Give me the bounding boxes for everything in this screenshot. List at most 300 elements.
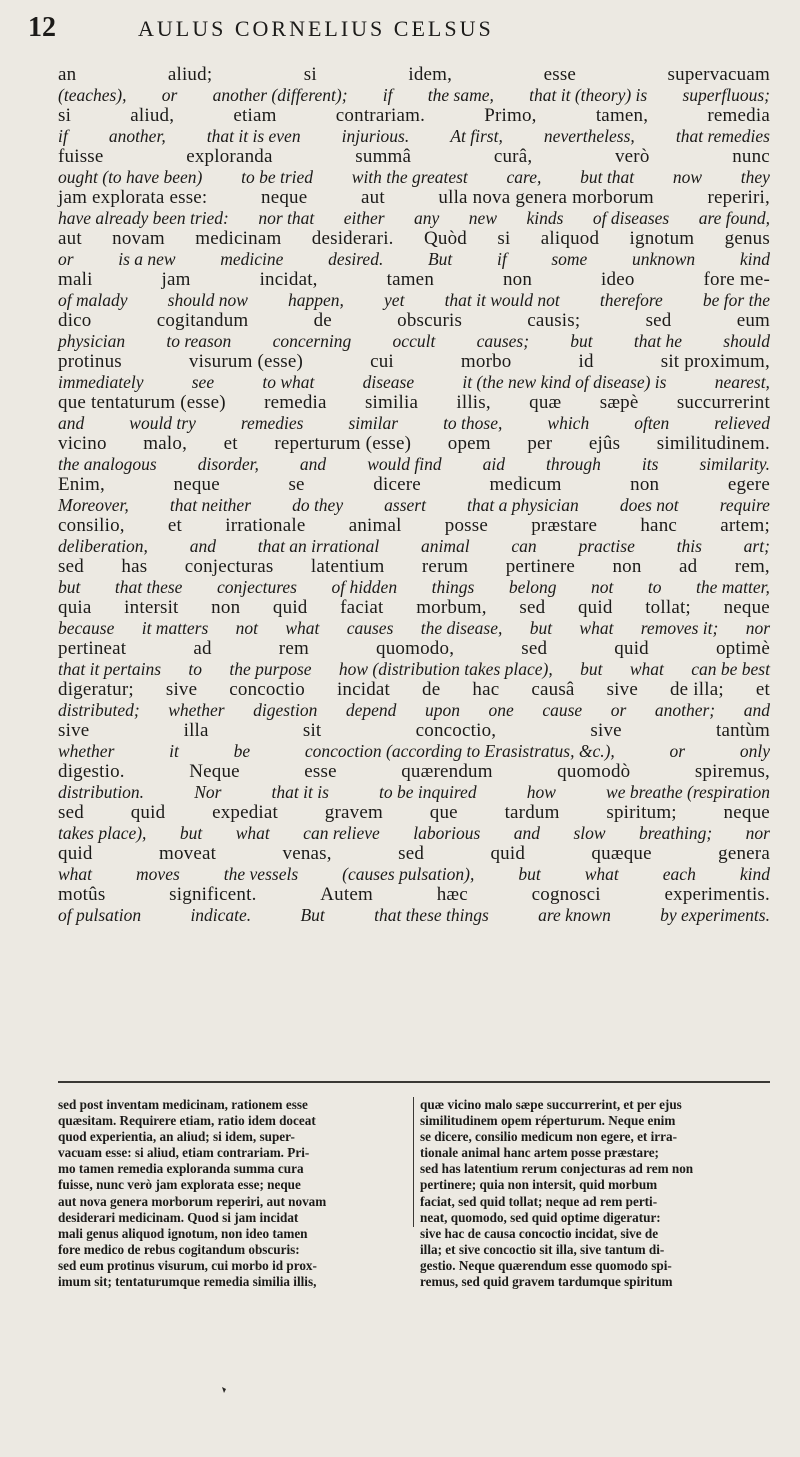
latin-word: quomodo, bbox=[376, 638, 455, 659]
latin-word: cui bbox=[370, 351, 394, 372]
latin-word: posse bbox=[444, 515, 489, 536]
latin-word: reperturum (esse) bbox=[274, 433, 412, 454]
latin-word: similitudinem. bbox=[656, 433, 770, 454]
english-word: to what bbox=[262, 372, 315, 392]
latin-word: sive bbox=[606, 679, 638, 700]
footnote-line: pertinere; quia non intersit, quid morbum bbox=[420, 1177, 658, 1193]
latin-line bbox=[58, 474, 770, 496]
latin-word: Enim, bbox=[58, 474, 105, 495]
latin-line bbox=[58, 146, 770, 168]
footnote-line: fuisse, nunc verò jam explorata esse; neque bbox=[58, 1177, 301, 1193]
latin-line bbox=[58, 64, 770, 86]
english-word: cause bbox=[542, 700, 583, 720]
english-word: see bbox=[191, 372, 215, 392]
english-word: that an irrational bbox=[257, 536, 380, 556]
english-word: upon bbox=[424, 700, 460, 720]
latin-word: si bbox=[497, 228, 511, 249]
interlinear-pair bbox=[58, 802, 770, 843]
page-number: 12 bbox=[28, 12, 56, 43]
latin-word: quomodò bbox=[557, 761, 631, 782]
latin-line bbox=[58, 597, 770, 619]
english-word: that these things bbox=[374, 905, 489, 925]
english-word: but bbox=[580, 659, 603, 679]
running-title: AULUS CORNELIUS CELSUS bbox=[138, 16, 494, 41]
latin-word: reperiri, bbox=[707, 187, 770, 208]
english-word: that remedies bbox=[675, 126, 770, 146]
english-word: another (different); bbox=[212, 85, 348, 105]
footnote-line: quod experientia, an aliud; si idem, super- bbox=[58, 1129, 295, 1145]
english-word: superfluous; bbox=[682, 85, 770, 105]
latin-word: pertineat bbox=[58, 638, 127, 659]
english-word: and bbox=[513, 823, 541, 843]
latin-word: id bbox=[578, 351, 594, 372]
latin-word: medicum bbox=[489, 474, 562, 495]
latin-line bbox=[58, 638, 770, 660]
english-word: should now bbox=[167, 290, 248, 310]
english-word: not bbox=[235, 618, 259, 638]
english-word: are found, bbox=[698, 208, 770, 228]
interlinear-pair bbox=[58, 64, 770, 105]
latin-word: succurrerint bbox=[676, 392, 770, 413]
latin-word: desiderari. bbox=[311, 228, 394, 249]
english-word: art; bbox=[743, 536, 770, 556]
english-word: can bbox=[511, 536, 537, 556]
latin-word: rerum bbox=[421, 556, 469, 577]
latin-word: spiritum; bbox=[606, 802, 677, 823]
english-word: desired. bbox=[328, 249, 384, 269]
latin-word: pertinere bbox=[505, 556, 576, 577]
latin-line bbox=[58, 433, 770, 455]
footnote-line: sed has latentium rerum conjecturas ad rem non bbox=[420, 1161, 694, 1177]
english-word: the purpose bbox=[229, 659, 312, 679]
latin-word: ulla nova genera morborum bbox=[438, 187, 654, 208]
english-line bbox=[58, 864, 770, 885]
footnote-left-column bbox=[58, 1097, 414, 1290]
english-word: to those, bbox=[443, 413, 503, 433]
latin-word: protinus bbox=[58, 351, 122, 372]
latin-word: dico bbox=[58, 310, 92, 331]
latin-word: significent. bbox=[169, 884, 257, 905]
english-word: that he bbox=[633, 331, 683, 351]
latin-word: de bbox=[422, 679, 441, 700]
english-word: kind bbox=[739, 249, 770, 269]
english-word: digestion bbox=[253, 700, 318, 720]
english-word: (teaches), bbox=[58, 85, 127, 105]
latin-word: sit bbox=[302, 720, 322, 741]
english-word: similar bbox=[348, 413, 399, 433]
english-word: causes; bbox=[476, 331, 530, 351]
english-word: the disease, bbox=[420, 618, 503, 638]
latin-word: sed bbox=[58, 802, 84, 823]
english-word: not bbox=[591, 577, 614, 597]
footnote-line: aut nova genera morborum reperiri, aut novam bbox=[58, 1193, 327, 1209]
latin-word: tollat; bbox=[645, 597, 691, 618]
english-word: what bbox=[285, 618, 320, 638]
latin-word: nunc bbox=[732, 146, 770, 167]
latin-word: et bbox=[755, 679, 770, 700]
latin-word: verò bbox=[614, 146, 650, 167]
english-word: are known bbox=[538, 905, 611, 925]
latin-word: quia bbox=[58, 597, 92, 618]
latin-word: incidat bbox=[336, 679, 391, 700]
english-word: what bbox=[235, 823, 270, 843]
english-word: aid bbox=[482, 454, 505, 474]
latin-word: gravem bbox=[324, 802, 383, 823]
latin-line bbox=[58, 556, 770, 578]
english-word: things bbox=[431, 577, 475, 597]
english-word: what bbox=[579, 618, 614, 638]
english-word: its bbox=[641, 454, 659, 474]
english-word: it matters bbox=[141, 618, 209, 638]
english-line bbox=[58, 208, 770, 229]
interlinear-pair bbox=[58, 105, 770, 146]
latin-word: experimentis. bbox=[664, 884, 770, 905]
latin-word: Primo, bbox=[484, 105, 537, 126]
latin-word: consilio, bbox=[58, 515, 125, 536]
english-word: or bbox=[58, 249, 74, 269]
english-word: the matter, bbox=[696, 577, 770, 597]
latin-word: jam explorata esse: bbox=[58, 187, 208, 208]
latin-word: optimè bbox=[715, 638, 770, 659]
latin-word: sive bbox=[58, 720, 90, 741]
english-word: what bbox=[58, 864, 93, 884]
latin-word: sed bbox=[398, 843, 425, 864]
latin-word: visurum (esse) bbox=[188, 351, 304, 372]
latin-word: ad bbox=[193, 638, 212, 659]
english-word: nor bbox=[745, 618, 770, 638]
latin-word: non bbox=[502, 269, 533, 290]
latin-word: rem bbox=[278, 638, 309, 659]
latin-word: sive bbox=[590, 720, 622, 741]
english-word: to reason bbox=[166, 331, 232, 351]
latin-word: et bbox=[223, 433, 238, 454]
english-word: some bbox=[551, 249, 588, 269]
english-line bbox=[58, 372, 770, 393]
footnote-line: mo tamen remedia exploranda summa cura bbox=[58, 1161, 304, 1177]
english-word: can be best bbox=[691, 659, 770, 679]
footnote-line: sed post inventam medicinam, rationem esse bbox=[58, 1097, 308, 1112]
english-word: of malady bbox=[58, 290, 128, 310]
latin-word: incidat, bbox=[259, 269, 318, 290]
english-word: distributed; bbox=[58, 700, 140, 720]
footnote-line: similitudinem opem réperturum. Neque enim bbox=[420, 1113, 676, 1129]
interlinear-pair bbox=[58, 187, 770, 228]
interlinear-pair bbox=[58, 597, 770, 638]
latin-word: opem bbox=[447, 433, 491, 454]
latin-word: similia bbox=[364, 392, 419, 413]
english-word: they bbox=[740, 167, 770, 187]
english-line bbox=[58, 454, 770, 475]
english-word: care, bbox=[506, 167, 542, 187]
english-word: by experiments. bbox=[660, 905, 770, 925]
latin-word: se bbox=[288, 474, 305, 495]
english-word: because bbox=[58, 618, 115, 638]
english-word: have already been tried: bbox=[58, 208, 229, 228]
latin-word: sive bbox=[165, 679, 198, 700]
english-word: now bbox=[672, 167, 703, 187]
english-word: kinds bbox=[526, 208, 564, 228]
latin-word: moveat bbox=[158, 843, 217, 864]
footnote-line: fore medico de rebus cogitandum obscuris: bbox=[58, 1241, 300, 1257]
english-word: depend bbox=[345, 700, 397, 720]
english-word: new bbox=[468, 208, 497, 228]
latin-line bbox=[58, 802, 770, 824]
english-word: medicine bbox=[220, 249, 284, 269]
english-line bbox=[58, 905, 770, 926]
english-word: slow bbox=[573, 823, 606, 843]
english-word: does not bbox=[619, 495, 679, 515]
english-word: nor bbox=[745, 823, 770, 843]
english-word: one bbox=[488, 700, 514, 720]
english-word: the same, bbox=[427, 85, 494, 105]
english-word: or bbox=[610, 700, 627, 720]
latin-word: mali bbox=[58, 269, 93, 290]
latin-line bbox=[58, 310, 770, 332]
footnote-divider bbox=[58, 1081, 770, 1083]
latin-word: ideo bbox=[601, 269, 635, 290]
latin-word: aut bbox=[58, 228, 82, 249]
latin-word: sed bbox=[58, 556, 84, 577]
footnote-line: sive hac de causa concoctio incidat, sive de bbox=[420, 1225, 659, 1241]
interlinear-pair bbox=[58, 310, 770, 351]
english-word: of hidden bbox=[331, 577, 398, 597]
latin-word: morbo bbox=[460, 351, 512, 372]
english-word: how bbox=[526, 782, 556, 802]
latin-word: conjecturas bbox=[184, 556, 274, 577]
english-word: to be inquired bbox=[379, 782, 477, 802]
latin-line bbox=[58, 679, 770, 701]
footnote-line: tionale animal hanc artem posse præstare; bbox=[420, 1145, 659, 1161]
english-word: to bbox=[188, 659, 203, 679]
interlinear-pair bbox=[58, 556, 770, 597]
interlinear-pair bbox=[58, 679, 770, 720]
english-word: assert bbox=[384, 495, 426, 515]
english-word: or bbox=[669, 741, 686, 761]
latin-word: morbum, bbox=[416, 597, 487, 618]
latin-line bbox=[58, 105, 770, 127]
english-word: but bbox=[518, 864, 541, 884]
latin-line bbox=[58, 187, 770, 209]
english-word: At first, bbox=[450, 126, 503, 146]
latin-word: Quòd bbox=[423, 228, 468, 249]
latin-word: remedia bbox=[264, 392, 327, 413]
latin-word: summâ bbox=[355, 146, 412, 167]
english-word: injurious. bbox=[341, 126, 410, 146]
interlinear-pair bbox=[58, 720, 770, 761]
interlinear-pair bbox=[58, 884, 770, 925]
latin-word: sed bbox=[645, 310, 672, 331]
english-word: of pulsation bbox=[58, 905, 142, 925]
latin-word: que tentaturum (esse) bbox=[58, 392, 226, 413]
latin-word: causâ bbox=[531, 679, 575, 700]
english-word: removes it; bbox=[640, 618, 719, 638]
latin-word: irrationale bbox=[225, 515, 306, 536]
english-word: Moreover, bbox=[58, 495, 129, 515]
latin-word: neque bbox=[173, 474, 220, 495]
latin-line bbox=[58, 843, 770, 865]
english-word: and bbox=[58, 413, 85, 433]
latin-word: hanc bbox=[640, 515, 678, 536]
latin-line bbox=[58, 392, 770, 414]
english-word: do they bbox=[292, 495, 344, 515]
english-word: moves bbox=[136, 864, 180, 884]
latin-word: exploranda bbox=[186, 146, 273, 167]
latin-word: supervacuam bbox=[667, 64, 770, 85]
english-word: relieved bbox=[714, 413, 770, 433]
footnote-line: neat, quomodo, sed quid optime digeratur: bbox=[420, 1209, 661, 1225]
english-word: but that bbox=[580, 167, 635, 187]
latin-word: tamen, bbox=[595, 105, 649, 126]
english-word: yet bbox=[384, 290, 405, 310]
english-word: takes place), bbox=[58, 823, 147, 843]
english-word: ought (to have been) bbox=[58, 167, 203, 187]
english-word: be for the bbox=[702, 290, 770, 310]
footnote-line: se dicere, consilio medicum non egere, et irra- bbox=[420, 1129, 677, 1145]
english-word: this bbox=[676, 536, 702, 556]
english-word: deliberation, bbox=[58, 536, 148, 556]
english-line bbox=[58, 331, 770, 352]
latin-word: quid bbox=[490, 843, 526, 864]
interlinear-pair bbox=[58, 761, 770, 802]
english-word: that these bbox=[114, 577, 183, 597]
english-word: causes bbox=[346, 618, 394, 638]
english-word: to bbox=[647, 577, 662, 597]
interlinear-pair bbox=[58, 433, 770, 474]
english-word: practise bbox=[578, 536, 635, 556]
footnote-line: illa; et sive concoctio sit illa, sive tantum di- bbox=[420, 1241, 665, 1257]
english-line bbox=[58, 85, 770, 106]
english-line bbox=[58, 126, 770, 147]
latin-word: aut bbox=[360, 187, 385, 208]
english-word: any bbox=[414, 208, 440, 228]
footnote-line: remus, sed quid gravem tardumque spiritum bbox=[420, 1274, 673, 1290]
latin-word: malo, bbox=[143, 433, 188, 454]
english-word: of diseases bbox=[592, 208, 670, 228]
latin-word: quæque bbox=[591, 843, 652, 864]
latin-word: animal bbox=[348, 515, 402, 536]
english-word: what bbox=[629, 659, 664, 679]
english-word: whether bbox=[58, 741, 115, 761]
english-word: we breathe (respiration bbox=[606, 782, 770, 802]
latin-word: quærendum bbox=[401, 761, 493, 782]
latin-word: artem; bbox=[720, 515, 770, 536]
english-word: which bbox=[547, 413, 590, 433]
english-word: if bbox=[382, 85, 393, 105]
footnote-right-column bbox=[414, 1097, 770, 1290]
latin-line bbox=[58, 351, 770, 373]
english-word: another, bbox=[108, 126, 166, 146]
english-word: whether bbox=[168, 700, 225, 720]
english-word: but bbox=[570, 331, 593, 351]
footnote-line: quæsitam. Requirere etiam, ratio idem doceat bbox=[58, 1113, 316, 1129]
english-word: (causes pulsation), bbox=[342, 864, 475, 884]
latin-word: sed bbox=[519, 597, 546, 618]
footnote-line: vacuam esse: si aliud, etiam contrariam. Pri- bbox=[58, 1145, 310, 1161]
latin-word: sit proximum, bbox=[660, 351, 770, 372]
latin-word: remedia bbox=[707, 105, 770, 126]
latin-word: et bbox=[167, 515, 183, 536]
english-word: through bbox=[546, 454, 601, 474]
english-word: or bbox=[161, 85, 178, 105]
english-word: immediately bbox=[58, 372, 144, 392]
latin-word: per bbox=[527, 433, 553, 454]
english-word: that it is even bbox=[206, 126, 301, 146]
latin-word: de illa; bbox=[669, 679, 724, 700]
english-word: But bbox=[300, 905, 325, 925]
english-word: but bbox=[58, 577, 81, 597]
latin-line bbox=[58, 228, 770, 250]
english-line bbox=[58, 495, 770, 516]
latin-word: quid bbox=[272, 597, 308, 618]
english-word: and bbox=[299, 454, 327, 474]
english-word: is a new bbox=[118, 249, 176, 269]
footnote-line: desiderari medicinam. Quod si jam incidat bbox=[58, 1209, 299, 1225]
latin-footnote bbox=[58, 1097, 770, 1290]
english-word: the vessels bbox=[223, 864, 299, 884]
english-word: animal bbox=[421, 536, 470, 556]
latin-word: Autem bbox=[320, 884, 373, 905]
interlinear-pair bbox=[58, 515, 770, 556]
interlinear-pair bbox=[58, 638, 770, 679]
english-word: concerning bbox=[272, 331, 352, 351]
english-line bbox=[58, 741, 770, 762]
english-word: would try bbox=[129, 413, 196, 433]
latin-line bbox=[58, 720, 770, 742]
latin-word: genus bbox=[724, 228, 770, 249]
latin-word: quæ bbox=[529, 392, 562, 413]
latin-word: sed bbox=[521, 638, 548, 659]
latin-word: neque bbox=[723, 802, 770, 823]
english-word: with the greatest bbox=[351, 167, 468, 187]
english-line bbox=[58, 413, 770, 434]
english-word: laborious bbox=[413, 823, 481, 843]
english-word: require bbox=[719, 495, 770, 515]
english-word: if bbox=[496, 249, 507, 269]
latin-word: non bbox=[211, 597, 241, 618]
english-word: remedies bbox=[240, 413, 304, 433]
latin-word: tantùm bbox=[716, 720, 770, 741]
english-line bbox=[58, 577, 770, 598]
interlinear-pair bbox=[58, 843, 770, 884]
english-word: disease bbox=[362, 372, 415, 392]
english-word: it bbox=[169, 741, 179, 761]
latin-word: tardum bbox=[504, 802, 560, 823]
footnote-line: sed eum protinus visurum, cui morbo id prox- bbox=[58, 1257, 317, 1273]
latin-word: cogitandum bbox=[156, 310, 249, 331]
latin-word: quid bbox=[614, 638, 649, 659]
latin-word: concoctio, bbox=[415, 720, 497, 741]
latin-word: ad bbox=[679, 556, 698, 577]
latin-word: causis; bbox=[527, 310, 581, 331]
latin-word: contrariam. bbox=[335, 105, 426, 126]
english-word: kind bbox=[739, 864, 770, 884]
english-word: but bbox=[179, 823, 203, 843]
latin-word: illa bbox=[183, 720, 209, 741]
english-line bbox=[58, 618, 770, 639]
english-word: that neither bbox=[169, 495, 252, 515]
english-word: similarity. bbox=[699, 454, 770, 474]
interlinear-translation bbox=[58, 64, 770, 925]
latin-word: neque bbox=[723, 597, 770, 618]
latin-word: dicere bbox=[373, 474, 421, 495]
english-word: concoction (according to Erasistratus, &c.), bbox=[304, 741, 615, 761]
english-word: often bbox=[634, 413, 670, 433]
latin-word: rem, bbox=[734, 556, 770, 577]
latin-word: quid bbox=[577, 597, 613, 618]
english-word: that it pertains bbox=[58, 659, 162, 679]
english-word: another; bbox=[654, 700, 716, 720]
latin-word: digestio. bbox=[58, 761, 125, 782]
